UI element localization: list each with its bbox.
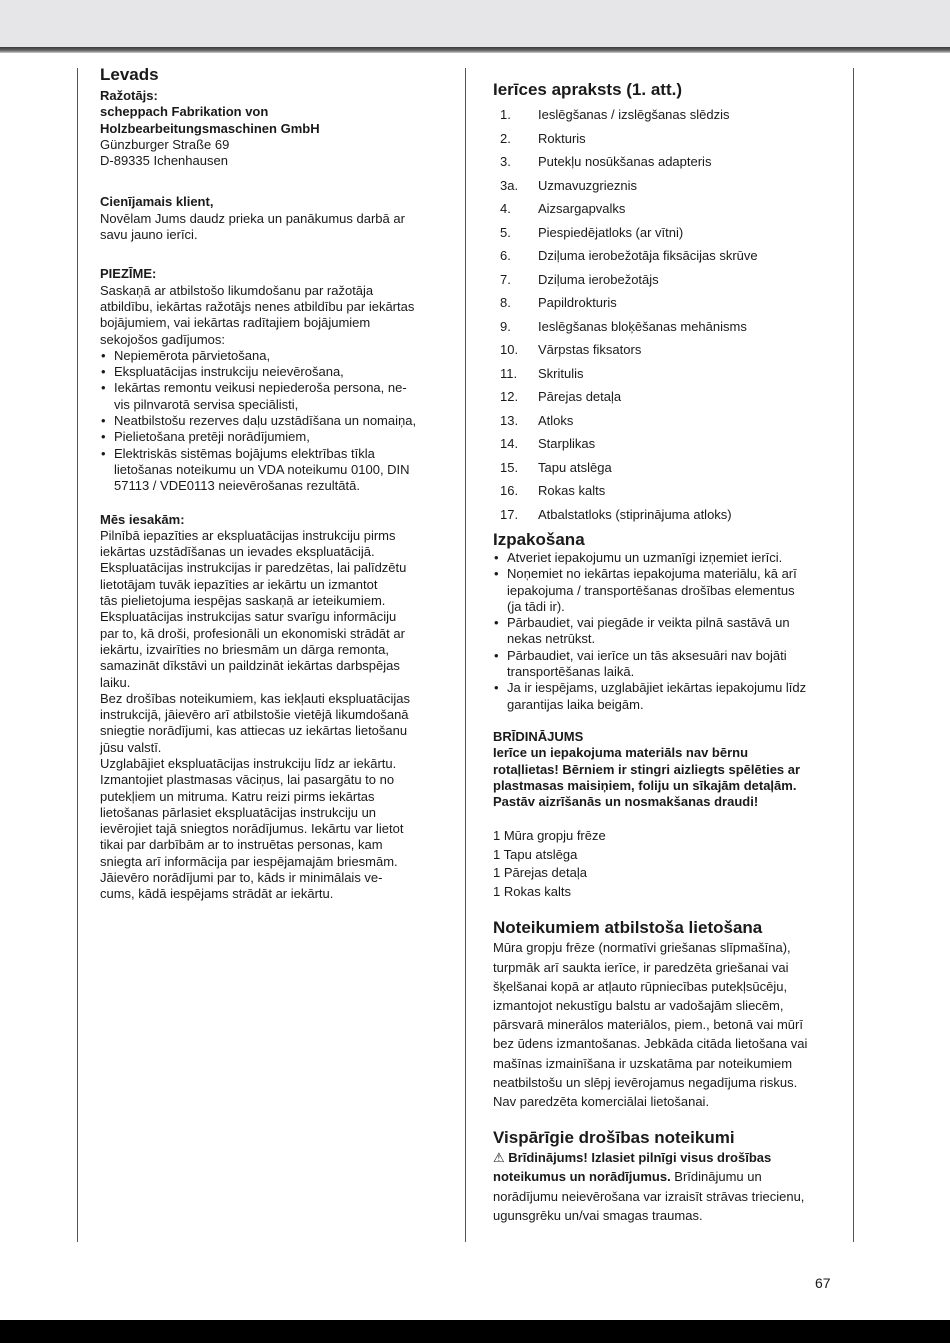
list-item: 5. Piespiedējatloks (ar vītni) [500,224,684,240]
list-item: 12. Pārejas detaļa [500,389,622,404]
list-item: 8. Papildrokturis [500,295,617,310]
list-item: • Pārbaudiet, vai ierīce un tās aksesuāri nav bojāti transportēšanas laikā. [493,648,838,681]
list-item: 17. Atbalstatloks (stiprinājuma atloks) [500,506,732,522]
note-bullet-list [100,348,440,495]
manufacturer-label: Ražotājs: [100,88,158,103]
list-item: 16. Rokas kalts [500,483,606,498]
list-item: 7. Dziļuma ierobežotājs [500,271,659,287]
list-item: 6. Dziļuma ierobežotāja fiksācijas skrūve [500,248,758,263]
list-item: • Atveriet iepakojumu un uzmanīgi izņemiet ierīci. [493,550,838,566]
list-item: • Elektriskās sistēmas bojājums elektrības tīkla lietošanas noteikumu un VDA noteikumu 0100, DIN 57113 / VDE0113 neievērošanas rezultātā. [100,446,440,495]
manufacturer-name: scheppach Fabrikation von [100,104,269,120]
unpacking-list [493,550,838,713]
manufacturer-name: Holzbearbeitungsmaschinen GmbH [100,120,320,136]
list-item: 11. Skritulis [500,365,584,381]
left-margin-line [77,68,78,1242]
note-line: atbildību, iekārtas ražotājs nenes atbildību par iekārtas [100,298,415,314]
recommend-label: Mēs iesakām: [100,511,185,527]
note-line: bojājumiem, vai iekārtas radītajiem bojājumiem [100,315,371,331]
right-column [493,80,838,1225]
list-item: 10. Vārpstas fiksators [500,342,642,357]
list-item: 13. Atloks [500,412,574,428]
bottom-bar [0,1320,950,1343]
list-item: 1 Tapu atslēga [493,846,578,862]
right-margin-line [853,68,854,1242]
list-item: 2. Rokturis [500,130,586,146]
warning-text: Ierīce un iepakojuma materiāls nav bērnu rotaļlietas! Bērniem ir stingri aizliegts spēlēties ar plastmasas maisiņiem, foliju un sīkajām detaļām. Pastāv aizrīšanās un nosmakšanas draudi! [493,745,801,810]
top-banner [0,0,950,47]
list-item: 9. Ieslēgšanas bloķēšanas mehānisms [500,318,747,334]
note-line: Saskaņā ar atbilstošo likumdošanu par ražotāja [100,282,374,298]
page-number: 67 [815,1275,831,1291]
unpacking-heading: Izpakošana [493,530,585,549]
list-item: 14. Starplikas [500,436,596,451]
list-item: 15. Tapu atslēga [500,459,612,475]
greeting-label: Cienījamais klient, [100,194,214,210]
list-item: • Ekspluatācijas instrukciju neievērošana, [100,364,440,380]
list-item: • Pārbaudiet, vai piegāde ir veikta pilnā sastāvā un nekas netrūkst. [493,615,838,648]
list-item: 4. Aizsargapvalks [500,201,626,216]
list-item: • Noņemiet no iekārtas iepakojuma materiālu, kā arī iepakojuma / transportēšanas drošības elementus (ja tādi ir). [493,566,838,615]
intro-heading: Levads [100,65,159,84]
list-item: 1 Pārejas detaļa [493,865,587,881]
list-item: • Nepiemērota pārvietošana, [100,348,440,364]
warning-label: BRĪDINĀJUMS [493,728,584,744]
top-banner-shadow [0,47,950,53]
recommend-text: Pilnībā iepazīties ar ekspluatācijas instrukciju pirms iekārtas uzstādīšanas un ievades ekspluatācijā. Ekspluatācijas instrukcijas ir paredzētas, lai palīdzētu lietotājam tuvāk iepazīties ar iekārtu un izmantot tās pielietojuma iespējas saskaņā ar ieteikumiem. Ekspluatācijas instrukcijas satur svarīgu informāciju par to, kā droši, profesionāli un ekonomiski strādāt ar iekārtu, izvairīties no briesmām un dārga remonta, samazināt dīkstāvi un paildzināt iekārtas darbspējas laiku. Bez drošības noteikumiem, kas iekļauti ekspluatācijas instrukcijā, jāievēro arī atbilstošie vietējā likumdošanā sniegtie norādījumi, kas attiecas uz iekārtas lietošanu jūsu valstī. Uzglabājiet ekspluatācijas instrukciju līdz ar iekārtu. Izmantojiet plastmasas vāciņus, lai pasargātu to no putekļiem un mitruma. Katru reizi pirms iekārtas lietošanas pārlasiet ekspluatācijas instrukciju un ievērojiet tajā sniegtos norādījumus. Iekārtu var lietot tikai par darbībām ar to instruētas personas, kam sniegta arī informācija par iespējamajām briesmām. Jāievēro norādījumi par to, kāds ir minimālais ve- cums, kādā iespējams strādāt ar iekārtu. [100,527,410,902]
list-item: • Pielietošana pretēji norādījumiem, [100,429,440,445]
safety-text: ⚠ Brīdinājums! Izlasiet pilnīgi visus drošības noteikumus un norādījumus. Brīdinājumu un norādījumu neievērošana var izraisīt strāvas triecienu, ugunsgrēku un/vai smagas traumas. [493,1150,805,1223]
address-line: D-89335 Ichenhausen [100,153,228,169]
list-item: 1. Ieslēgšanas / izslēgšanas slēdzis [500,107,730,122]
intended-use-heading: Noteikumiem atbilstoša lietošana [493,918,763,938]
left-column [100,65,440,903]
parts-list [493,107,838,530]
list-item: 3. Putekļu nosūkšanas adapteris [500,154,712,169]
delivery-contents [493,827,838,901]
note-line: sekojošos gadījumos: [100,331,226,347]
greeting-text: Novēlam Jums daudz prieka un panākumus darbā ar [100,210,405,226]
list-item: • Iekārtas remontu veikusi nepiederoša persona, ne- vis pilnvarotā servisa speciālisti, [100,380,440,413]
greeting-text: savu jauno ierīci. [100,227,198,243]
list-item: 3a. Uzmavuzgrieznis [500,177,637,193]
list-item: 1 Mūra gropju frēze [493,828,606,844]
intended-use-text: Mūra gropju frēze (normatīvi griešanas slīpmašīna), turpmāk arī saukta ierīce, ir paredzēta griešanai vai šķelšanai kopā ar atļauto rūpniecības putekļsūcēju, izmantojot nekustīgu balstu ar vadošajām sliecēm, pārsvarā minerālos materiālos, piem., betonā vai mūrī bez ūdens izmantošanas. Jebkāda citāda lietošana vai mašīnas izmainīšana ir uzskatāma par noteikumiem neatbilstošu un slēpj ievērojamus negadījuma riskus. Nav paredzēta komerciālai lietošanai. [493,940,808,1110]
list-item: • Ja ir iespējams, uzglabājiet iekārtas iepakojumu līdz garantijas laika beigām. [493,680,838,713]
safety-heading: Vispārīgie drošības noteikumi [493,1128,735,1148]
note-label: PIEZĪME: [100,266,157,282]
list-item: 1 Rokas kalts [493,883,572,899]
address-line: Günzburger Straße 69 [100,136,230,152]
list-item: • Neatbilstošu rezerves daļu uzstādīšana un nomaiņa, [100,413,440,429]
warning-triangle-icon: ⚠ [493,1150,505,1166]
center-divider-line [465,68,466,1242]
description-heading: Ierīces apraksts (1. att.) [493,80,682,99]
